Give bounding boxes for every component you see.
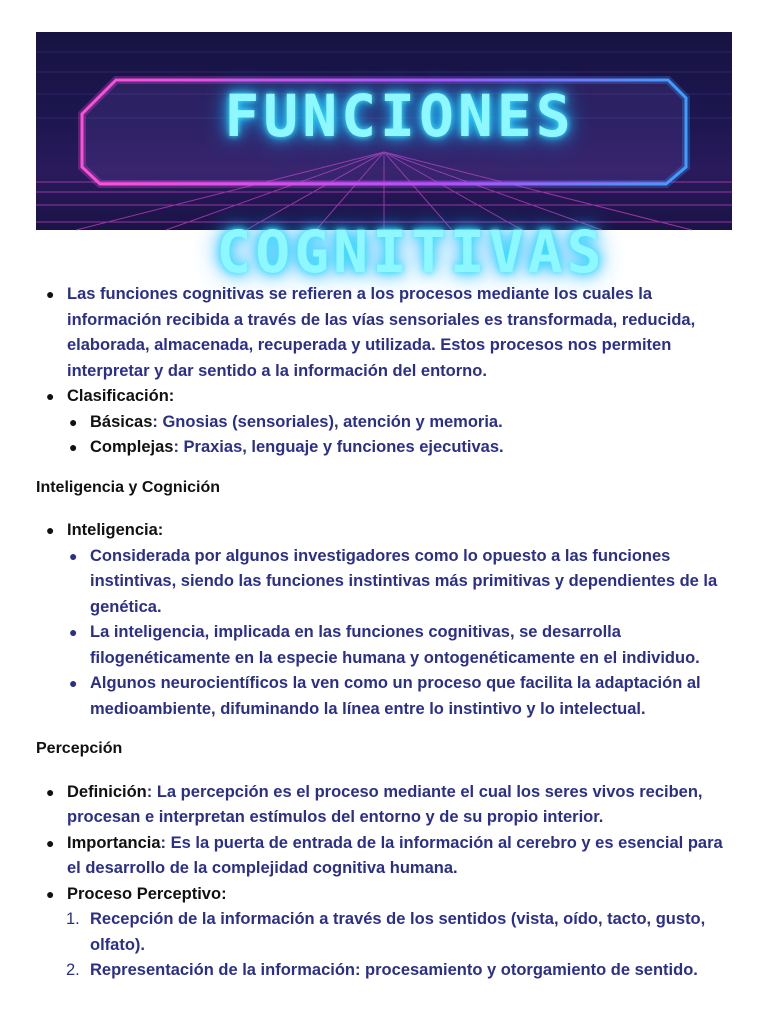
bullet-icon: ● — [46, 885, 55, 902]
proceso-label: Proceso Perceptivo — [67, 884, 222, 903]
importancia-label: Importancia — [67, 833, 161, 852]
inteligencia-item-text: La inteligencia, implicada en las funciones cognitivas, se desarrolla filogenéticamente en la especie humana y ontogenéticamente en el individuo. — [90, 623, 700, 667]
intro-list — [36, 282, 736, 461]
inteligencia-item-text: Algunos neurocientíficos la ven como un proceso que facilita la adaptación al medioambiente, difuminando la línea entre lo instintivo y lo intelectual. — [90, 674, 701, 718]
percepcion-list — [36, 780, 736, 984]
document-body — [36, 282, 736, 984]
basicas-label: Básicas — [90, 412, 153, 431]
definicion-text: : La percepción es el proceso mediante el cual los seres vivos reciben, procesan e interpretan estímulos del entorno y de su propio interior. — [67, 782, 703, 826]
intro-text: Las funciones cognitivas se refieren a los procesos mediante los cuales la información recibida a través de las vías sensoriales es transformada, reducida, elaborada, almacenada, recuperada y utilizada. Estos procesos nos permiten interpretar y dar sentido a la información del entorno. — [67, 285, 696, 380]
section-heading-inteligencia: Inteligencia y Cognición — [36, 478, 221, 496]
bullet-icon: ● — [69, 547, 78, 564]
section-heading-percepcion: Percepción — [36, 740, 123, 757]
list-item — [36, 518, 736, 544]
importancia-text: : Es la puerta de entrada de la información al cerebro y es esencial para el desarrollo de la complejidad cognitiva humana. — [67, 833, 723, 877]
bullet-icon: ● — [46, 522, 55, 538]
bullet-icon: ● — [46, 783, 55, 800]
list-item — [36, 620, 736, 671]
inteligencia-label: Inteligencia — [67, 521, 158, 539]
list-item — [36, 780, 736, 831]
list-item — [36, 410, 736, 436]
step-number: 1. — [66, 910, 80, 928]
step-text: Recepción de la información a través de los sentidos (vista, oído, tacto, gusto, olfato). — [90, 910, 706, 954]
bullet-icon: ● — [46, 286, 55, 302]
list-item — [36, 671, 736, 722]
list-item — [36, 958, 736, 984]
bullet-icon: ● — [69, 413, 78, 430]
banner-title-line1: FUNCIONES — [224, 82, 575, 150]
list-item — [36, 384, 736, 410]
list-item — [36, 907, 736, 958]
inteligencia-list — [36, 518, 736, 722]
proceso-colon: : — [221, 884, 227, 903]
list-item — [36, 282, 736, 384]
complejas-label: Complejas — [90, 438, 174, 456]
list-item — [36, 831, 736, 882]
bullet-icon: ● — [69, 624, 78, 640]
clasificacion-colon: : — [168, 387, 175, 405]
list-item — [36, 882, 736, 908]
definicion-label: Definición — [67, 782, 147, 801]
list-item — [36, 435, 736, 461]
clasificacion-label: Clasificación — [67, 387, 169, 405]
complejas-text: : Praxias, lenguaje y funciones ejecutivas. — [173, 438, 504, 456]
inteligencia-colon: : — [157, 521, 164, 539]
bullet-icon: ● — [69, 675, 78, 691]
title-banner — [36, 32, 732, 286]
step-number: 2. — [66, 961, 80, 979]
inteligencia-item-text: Considerada por algunos investigadores como lo opuesto a las funciones instintivas, siendo las funciones instintivas más primitivas y dependientes de la genética. — [90, 546, 718, 616]
list-item — [36, 544, 736, 621]
step-text: Representación de la información: procesamiento y otorgamiento de sentido. — [90, 961, 698, 979]
bullet-icon: ● — [46, 834, 55, 851]
banner-title-line2: COGNITIVAS — [216, 218, 606, 286]
basicas-text: : Gnosias (sensoriales), atención y memoria. — [152, 412, 503, 431]
bullet-icon: ● — [46, 388, 55, 404]
bullet-icon: ● — [69, 439, 78, 455]
